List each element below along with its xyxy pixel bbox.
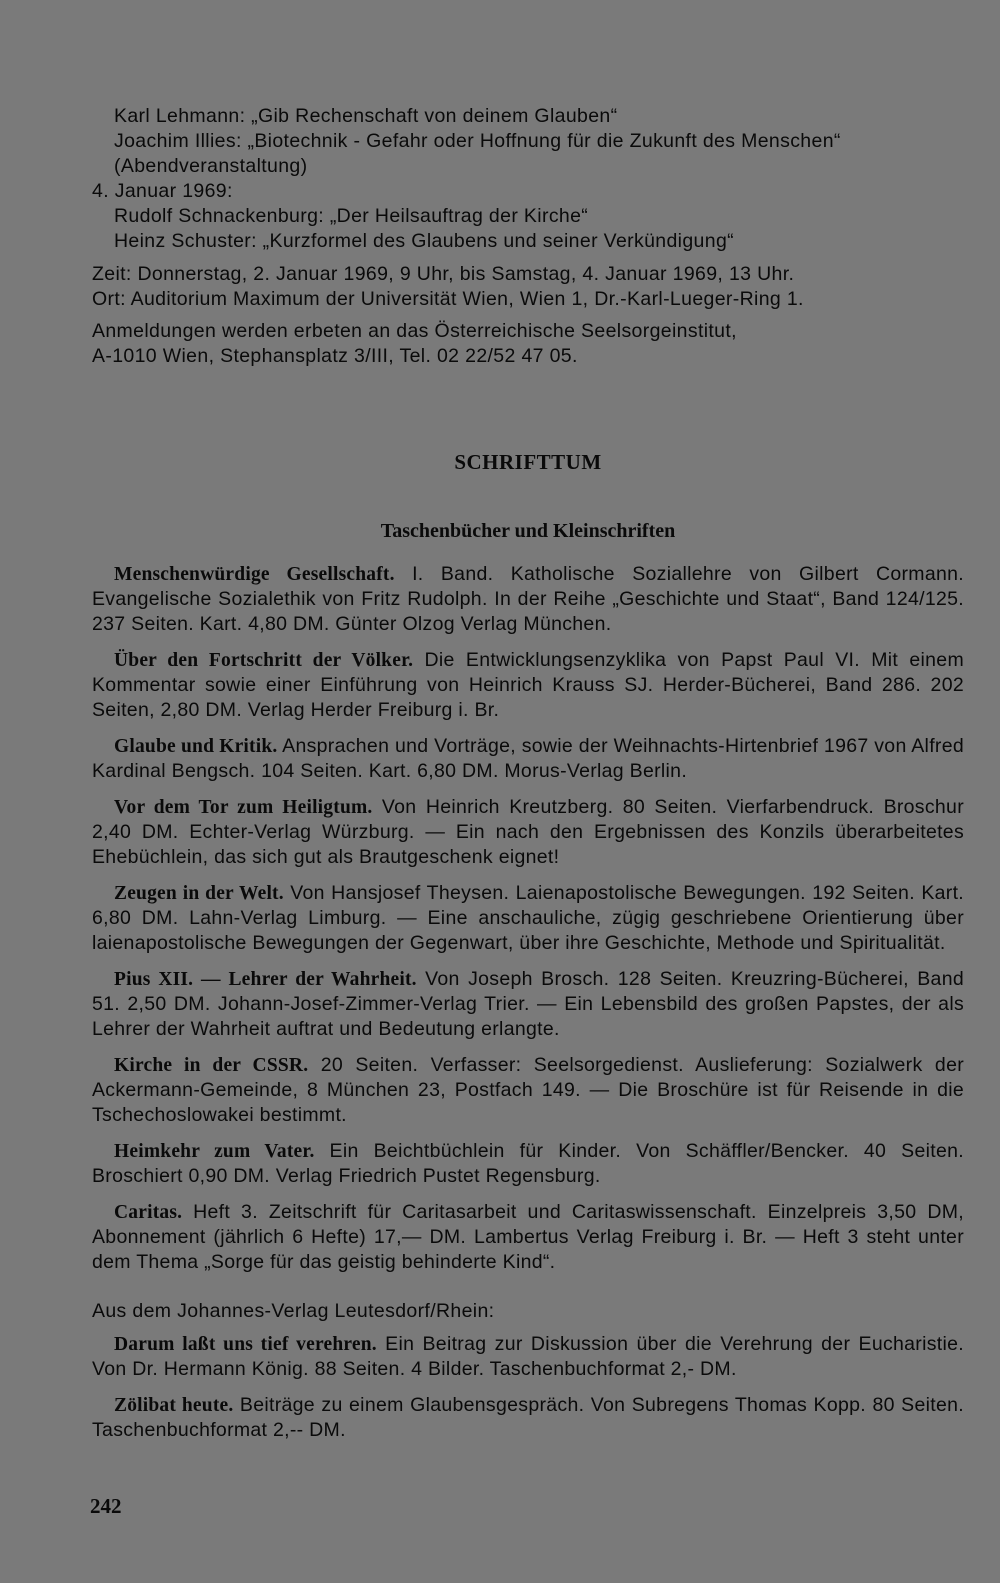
book-details: Von Joseph Brosch. 128 Seiten. Kreuzring-Bücherei, Band 51. 2,50 DM. Johann-Josef-Zimmer-Verlag Trier. — Ein Lebensbild des großen Papstes, der als Lehrer der Wahrheit auftrat und Bedeutung erlangte. bbox=[92, 968, 964, 1040]
book-entry bbox=[92, 1139, 964, 1189]
registration-address: A-1010 Wien, Stephansplatz 3/III, Tel. 02 22/52 47 05. bbox=[92, 345, 578, 367]
book-details: Die Entwicklungsenzyklika von Papst Paul VI. Mit einem Kommentar sowie einer Einführung von Heinrich Krauss SJ. Herder-Bücherei, Band 286. 202 Seiten, 2,80 DM. Verlag Herder Freiburg i. Br. bbox=[92, 649, 964, 721]
book-entry bbox=[92, 734, 964, 784]
book-title: Menschenwürdige Gesellschaft. bbox=[114, 564, 395, 585]
book-title: Über den Fortschritt der Völker. bbox=[114, 650, 414, 671]
program-time: Zeit: Donnerstag, 2. Januar 1969, 9 Uhr, bis Samstag, 4. Januar 1969, 13 Uhr. bbox=[92, 263, 795, 285]
book-details: Ansprachen und Vorträge, sowie der Weihnachts-Hirtenbrief 1967 von Alfred Kardinal Bengsch. 104 Seiten. Kart. 6,80 DM. Morus-Verlag Berlin. bbox=[92, 735, 964, 782]
book-details: I. Band. Katholische Soziallehre von Gilbert Cormann. Evangelische Sozialethik von Fritz Rudolph. In der Reihe „Geschichte und Staat“, Band 124/125. 237 Seiten. Kart. 4,80 DM. Günter Olzog Verlag München. bbox=[92, 563, 964, 635]
book-details: Ein Beitrag zur Diskussion über die Verehrung der Eucharistie. Von Dr. Hermann König. 88 Seiten. 4 Bilder. Taschenbuchformat 2,- DM. bbox=[92, 1333, 964, 1380]
book-entry bbox=[92, 1393, 964, 1443]
publisher-heading: Aus dem Johannes-Verlag Leutesdorf/Rhein: bbox=[92, 1300, 495, 1322]
book-entry bbox=[92, 648, 964, 723]
book-title: Zeugen in der Welt. bbox=[114, 883, 284, 904]
event-program bbox=[92, 104, 964, 369]
program-line: Heinz Schuster: „Kurzformel des Glaubens und seiner Verkündigung“ bbox=[114, 230, 734, 252]
subsection-title: Taschenbücher und Kleinschriften bbox=[380, 520, 676, 542]
book-entry bbox=[92, 967, 964, 1042]
book-title: Heimkehr zum Vater. bbox=[114, 1141, 315, 1162]
program-date: 4. Januar 1969: bbox=[92, 180, 233, 202]
book-entry bbox=[92, 881, 964, 956]
book-title: Glaube und Kritik. bbox=[114, 736, 278, 757]
book-details: 20 Seiten. Verfasser: Seelsorgedienst. Auslieferung: Sozialwerk der Ackermann-Gemeinde, 8 München 23, Postfach 149. — Die Broschüre ist für Reisende in die Tschechoslowakei bestimmt. bbox=[92, 1054, 965, 1126]
program-line: (Abendveranstaltung) bbox=[114, 155, 308, 177]
registration-line: Anmeldungen werden erbeten an das Österreichische Seelsorgeinstitut, bbox=[92, 320, 737, 342]
book-title: Kirche in der CSSR. bbox=[114, 1055, 309, 1076]
book-title: Vor dem Tor zum Heiligtum. bbox=[114, 797, 373, 818]
book-list bbox=[92, 562, 964, 1443]
book-title: Darum laßt uns tief verehren. bbox=[114, 1334, 377, 1355]
program-location: Ort: Auditorium Maximum der Universität Wien, Wien 1, Dr.-Karl-Lueger-Ring 1. bbox=[92, 288, 804, 310]
book-details: Von Hansjosef Theysen. Laienapostolische Bewegungen. 192 Seiten. Kart. 6,80 DM. Lahn-Verlag Limburg. — Eine anschauliche, zügig geschriebene Orientierung über laienapostolische Bewegungen der Gegenwart, über ihre Geschichte, Methode und Spiritualität. bbox=[92, 882, 965, 954]
program-line: Karl Lehmann: „Gib Rechenschaft von deinem Glauben“ bbox=[114, 105, 618, 127]
book-title: Pius XII. — Lehrer der Wahrheit. bbox=[114, 969, 417, 990]
section-title: SCHRIFTTUM bbox=[454, 450, 602, 474]
book-details: Beiträge zu einem Glaubensgespräch. Von Subregens Thomas Kopp. 80 Seiten. Taschenbuchformat 2,-- DM. bbox=[92, 1394, 964, 1441]
book-details: Heft 3. Zeitschrift für Caritasarbeit und Caritaswissenschaft. Einzelpreis 3,50 DM, Abonnement (jährlich 6 Hefte) 17,— DM. Lambertus Verlag Freiburg i. Br. — Heft 3 steht unter dem Thema „Sorge für das geistig behinderte Kind“. bbox=[92, 1201, 964, 1273]
book-details: Ein Beichtbüchlein für Kinder. Von Schäffler/Bencker. 40 Seiten. Broschiert 0,90 DM. Verlag Friedrich Pustet Regensburg. bbox=[92, 1140, 964, 1187]
book-entry bbox=[92, 795, 964, 870]
book-entry bbox=[92, 1053, 964, 1128]
book-details: Von Heinrich Kreutzberg. 80 Seiten. Vierfarbendruck. Broschur 2,40 DM. Echter-Verlag Würzburg. — Ein nach den Ergebnissen des Konzils überarbeitetes Ehebüchlein, das sich gut als Brautgeschenk eignet! bbox=[92, 796, 964, 868]
page-number: 242 bbox=[90, 1494, 122, 1518]
program-line: Joachim Illies: „Biotechnik - Gefahr oder Hoffnung für die Zukunft des Menschen“ bbox=[114, 130, 841, 152]
book-title: Caritas. bbox=[114, 1202, 183, 1223]
book-title: Zölibat heute. bbox=[114, 1395, 234, 1416]
book-entry bbox=[92, 1332, 964, 1382]
book-entry bbox=[92, 1200, 964, 1275]
book-entry bbox=[92, 562, 964, 637]
program-line: Rudolf Schnackenburg: „Der Heilsauftrag der Kirche“ bbox=[114, 205, 589, 227]
